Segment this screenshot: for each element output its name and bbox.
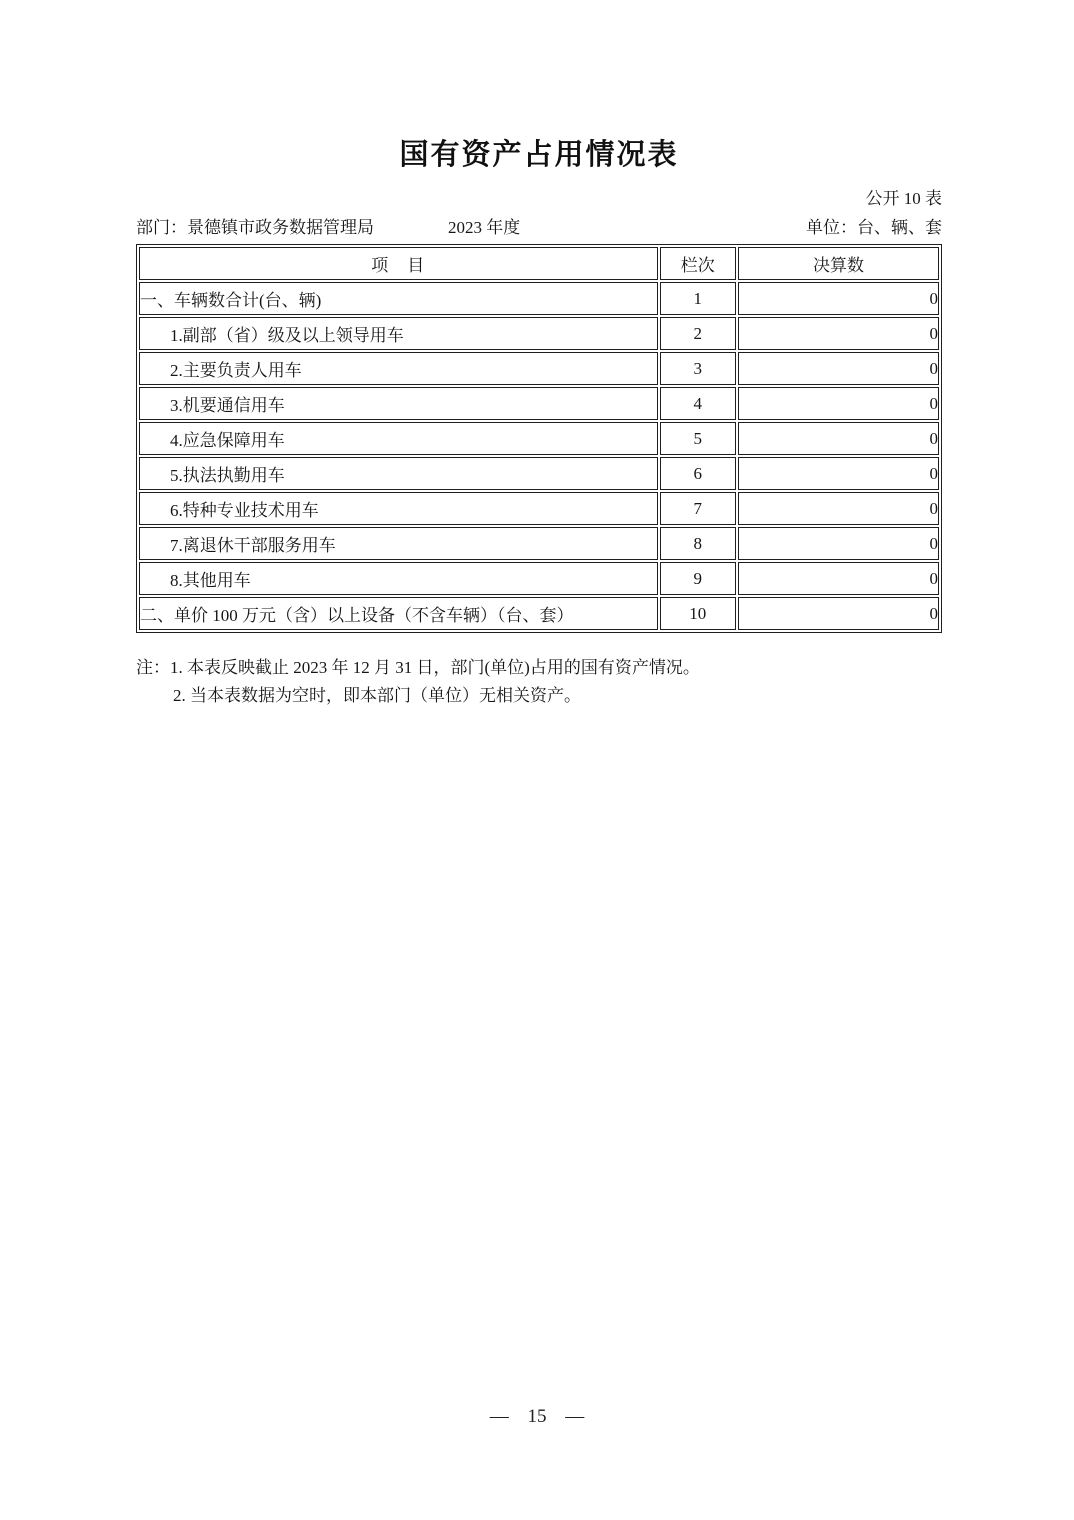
column-index-cell: 4 — [660, 387, 736, 420]
note-line-1: 注：1. 本表反映截止 2023 年 12 月 31 日，部门(单位)占用的国有资产情况。 — [136, 658, 700, 677]
column-index-cell: 1 — [660, 282, 736, 315]
table-body — [139, 282, 939, 630]
department-label: 部门：景德镇市政务数据管理局 — [136, 218, 374, 237]
unit-label: 单位：台、辆、套 — [806, 218, 942, 237]
table-row — [139, 492, 939, 525]
table-row — [139, 317, 939, 350]
value-cell: 0 — [738, 527, 939, 560]
item-cell: 1.副部（省）级及以上领导用车 — [139, 317, 658, 350]
value-cell: 0 — [738, 422, 939, 455]
column-index-cell: 8 — [660, 527, 736, 560]
table-header — [139, 247, 939, 280]
value-cell: 0 — [738, 492, 939, 525]
column-index-cell: 2 — [660, 317, 736, 350]
value-cell: 0 — [738, 457, 939, 490]
value-cell: 0 — [738, 562, 939, 595]
document-page — [136, 0, 942, 710]
table-row — [139, 597, 939, 630]
column-index-cell: 5 — [660, 422, 736, 455]
column-index-cell: 9 — [660, 562, 736, 595]
column-index-cell: 7 — [660, 492, 736, 525]
header-column-index: 栏次 — [660, 247, 736, 280]
column-index-cell: 6 — [660, 457, 736, 490]
assets-table — [136, 244, 942, 633]
table-row — [139, 387, 939, 420]
item-cell: 2.主要负责人用车 — [139, 352, 658, 385]
note-line-2: 2. 当本表数据为空时，即本部门（单位）无相关资产。 — [173, 686, 581, 705]
notes — [136, 654, 942, 710]
item-cell: 5.执法执勤用车 — [139, 457, 658, 490]
column-index-cell: 3 — [660, 352, 736, 385]
table-row — [139, 352, 939, 385]
item-cell: 4.应急保障用车 — [139, 422, 658, 455]
item-cell: 8.其他用车 — [139, 562, 658, 595]
item-cell: 7.离退休干部服务用车 — [139, 527, 658, 560]
table-row — [139, 282, 939, 315]
item-cell: 3.机要通信用车 — [139, 387, 658, 420]
document-title: 国有资产占用情况表 — [399, 139, 679, 171]
table-row — [139, 457, 939, 490]
value-cell: 0 — [738, 352, 939, 385]
value-cell: 0 — [738, 597, 939, 630]
fiscal-year-label: 2023 年度 — [448, 218, 521, 237]
header-item: 项 目 — [139, 247, 658, 280]
table-row — [139, 562, 939, 595]
value-cell: 0 — [738, 282, 939, 315]
item-cell: 一、车辆数合计(台、辆) — [139, 282, 658, 315]
value-cell: 0 — [738, 317, 939, 350]
value-cell: 0 — [738, 387, 939, 420]
public-table-label: 公开 10 表 — [865, 189, 942, 208]
header-row — [139, 247, 939, 280]
item-cell: 6.特种专业技术用车 — [139, 492, 658, 525]
item-cell: 二、单价 100 万元（含）以上设备（不含车辆）（台、套） — [139, 597, 658, 630]
column-index-cell: 10 — [660, 597, 736, 630]
header-final-amount: 决算数 — [738, 247, 939, 280]
report-meta-line — [136, 216, 942, 240]
table-row — [139, 527, 939, 560]
page-number: — 15 — — [489, 1406, 585, 1427]
table-row — [139, 422, 939, 455]
